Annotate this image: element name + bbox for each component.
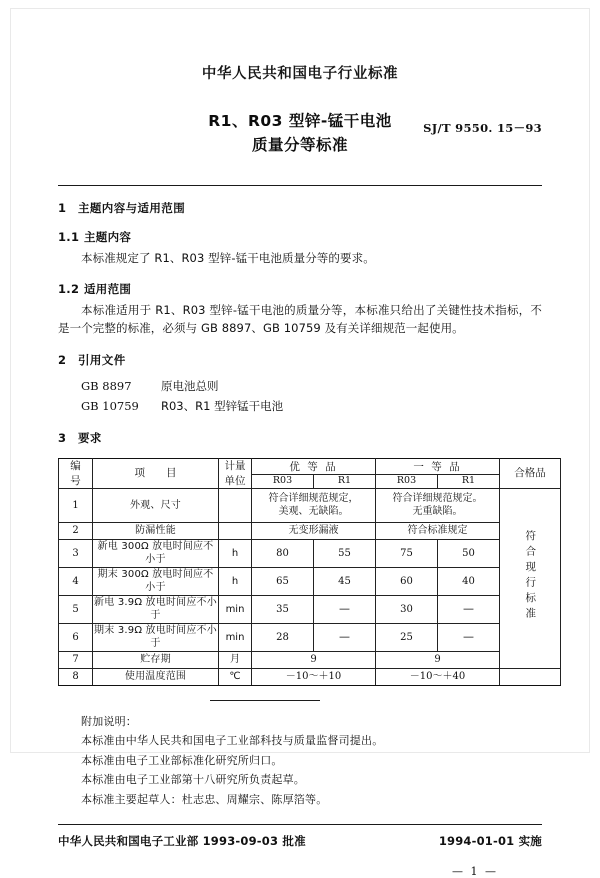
section-1-2-heading <box>58 281 542 297</box>
row-first-span: 9 <box>376 651 500 668</box>
row-item: 新电 300Ω 放电时间应不小于 <box>93 539 219 567</box>
table-row <box>59 488 561 522</box>
row-item: 期末 300Ω 放电时间应不小于 <box>93 567 219 595</box>
section-2-number: 2 <box>58 352 67 367</box>
table-row <box>59 651 561 668</box>
section-1-1-title: 主题内容 <box>84 230 132 244</box>
row-superior-merged <box>252 488 376 522</box>
table-row <box>59 539 561 567</box>
row-no: 8 <box>59 668 93 685</box>
row-unit: min <box>219 595 252 623</box>
row-first-r1: — <box>438 623 500 651</box>
row-unit: 月 <box>219 651 252 668</box>
section-2-heading <box>58 352 542 368</box>
row-unit: h <box>219 567 252 595</box>
row-first-span: －10～＋40 <box>376 668 500 685</box>
section-3-number: 3 <box>58 431 67 446</box>
row-superior-merged: 无变形漏液 <box>252 522 376 539</box>
row-superior-r03: 65 <box>252 567 314 595</box>
row-no: 5 <box>59 595 93 623</box>
row-no: 2 <box>59 522 93 539</box>
row-no: 6 <box>59 623 93 651</box>
section-1-1-body: 本标准规定了 R1、R03 型锌-锰干电池质量分等的要求。 <box>81 251 375 265</box>
page-content <box>58 0 546 878</box>
header-first-grade: 一 等 品 <box>376 459 500 474</box>
header-no-line1: 编 <box>70 460 81 473</box>
effective-text: 1994-01-01 实施 <box>438 833 542 848</box>
row-first-r03: 60 <box>376 567 438 595</box>
row-superior-r03: 28 <box>252 623 314 651</box>
title-line-1: R1、R03 型锌-锰干电池 <box>208 112 392 130</box>
appendix-line: 本标准由电子工业部第十八研究所负责起草。 <box>81 773 305 787</box>
section-2-title: 引用文件 <box>78 352 126 367</box>
row-superior-line2: 美观、无缺陷。 <box>278 506 349 518</box>
header-no <box>59 459 93 488</box>
row-item: 新电 3.9Ω 放电时间应不小于 <box>94 596 217 622</box>
header-unit-line2: 单位 <box>224 474 246 487</box>
table-row <box>59 668 561 685</box>
reference-name: 原电池总则 <box>161 378 219 393</box>
section-1-1-number: 1.1 <box>58 230 80 244</box>
row-unit <box>219 522 252 539</box>
title-block <box>58 109 542 165</box>
row-unit: ℃ <box>219 668 252 685</box>
header-qualified-grade: 合格品 <box>500 459 561 488</box>
row-first-merged: 符合标准规定 <box>376 522 500 539</box>
row-superior-span: 9 <box>252 651 376 668</box>
row-superior-r1: — <box>314 623 376 651</box>
row-qualified-empty <box>500 668 561 685</box>
row-superior-r1: 45 <box>314 567 376 595</box>
document-kicker: 中华人民共和国电子行业标准 <box>201 66 399 82</box>
header-superior-r03: R03 <box>252 474 314 488</box>
header-superior-grade: 优 等 品 <box>252 459 376 474</box>
row-superior-r03: 35 <box>252 595 314 623</box>
row-first-r1: 50 <box>438 539 500 567</box>
reference-name: R03、R1 型锌锰干电池 <box>161 398 284 413</box>
reference-item <box>81 377 542 397</box>
row-superior-line1: 符合详细规范规定， <box>268 492 359 504</box>
row-qualified-merged <box>500 488 561 668</box>
reference-code: GB 8897 <box>81 378 132 393</box>
row-first-r1: 40 <box>438 567 500 595</box>
appendix-line: 本标准主要起草人：杜志忠、周耀宗、陈厚箔等。 <box>81 793 328 807</box>
row-superior-r1: 55 <box>314 539 376 567</box>
requirements-table <box>58 458 561 685</box>
row-superior-span: －10～＋10 <box>252 668 376 685</box>
section-1-number: 1 <box>58 201 67 215</box>
standard-number: SJ/T 9550. 15－93 <box>423 121 542 135</box>
row-first-line2: 无重缺陷。 <box>412 506 463 518</box>
table-header-row-1 <box>59 459 561 474</box>
row-item: 贮存期 <box>93 651 219 668</box>
row-no: 7 <box>59 651 93 668</box>
footer-divider <box>58 824 542 825</box>
section-1-title: 主题内容与适用范围 <box>78 201 186 215</box>
footer-line <box>58 833 542 849</box>
section-3-title: 要求 <box>78 431 102 446</box>
row-item: 防漏性能 <box>93 522 219 539</box>
table-row <box>59 522 561 539</box>
section-1-1-heading <box>58 229 542 245</box>
row-first-r03: 75 <box>376 539 438 567</box>
row-unit: h <box>219 539 252 567</box>
row-superior-r1: — <box>314 595 376 623</box>
reference-item <box>81 397 542 417</box>
section-1-2-number: 1.2 <box>58 281 80 296</box>
row-first-merged <box>376 488 500 522</box>
approval-text: 中华人民共和国电子工业部 1993-09-03 批准 <box>58 833 306 848</box>
appendix-line: 本标准由电子工业部标准化研究所归口。 <box>81 753 283 767</box>
header-divider <box>58 185 542 186</box>
header-first-r1: R1 <box>438 474 500 488</box>
row-first-r1: — <box>438 595 500 623</box>
header-no-line2: 号 <box>70 474 81 487</box>
row-first-line1: 符合详细规范规定。 <box>392 492 483 504</box>
row-item: 期末 3.9Ω 放电时间应不小于 <box>94 624 217 650</box>
row-no: 4 <box>59 567 93 595</box>
header-unit-line1: 计量 <box>224 460 246 473</box>
section-1-2-body: 本标准适用于 R1、R03 型锌-锰干电池的质量分等，本标准只给出了关键性技术指标，不是一个完整的标准，必须与 GB 8897、GB 10759 及有关详细规范一起使用。 <box>58 302 542 336</box>
row-unit: min <box>219 623 252 651</box>
row-no: 1 <box>59 488 93 522</box>
header-superior-r1: R1 <box>314 474 376 488</box>
table-row <box>59 595 561 623</box>
reference-list <box>58 377 542 417</box>
section-3-heading <box>58 430 542 446</box>
row-superior-r03: 80 <box>252 539 314 567</box>
row-unit <box>219 488 252 522</box>
title-line-2: 质量分等标准 <box>251 136 348 155</box>
header-item: 项 目 <box>93 459 219 488</box>
page-number: — 1 — <box>452 864 498 878</box>
qualified-vertical-text: 符合现行标准 <box>524 529 537 623</box>
row-first-r03: 30 <box>376 595 438 623</box>
reference-code: GB 10759 <box>81 398 139 413</box>
header-first-r03: R03 <box>376 474 438 488</box>
appendix-title: 附加说明： <box>81 714 137 728</box>
row-item: 外观、尺寸 <box>93 488 219 522</box>
section-1-2-title: 适用范围 <box>84 281 132 296</box>
appendix-divider <box>210 700 320 701</box>
appendix-line: 本标准由中华人民共和国电子工业部科技与质量监督司提出。 <box>81 734 384 748</box>
table-row <box>59 623 561 651</box>
row-first-r03: 25 <box>376 623 438 651</box>
header-unit <box>219 459 252 488</box>
row-no: 3 <box>59 539 93 567</box>
appendix-block <box>58 712 542 810</box>
section-1-heading <box>58 200 542 216</box>
table-row <box>59 567 561 595</box>
row-item: 使用温度范围 <box>93 668 219 685</box>
